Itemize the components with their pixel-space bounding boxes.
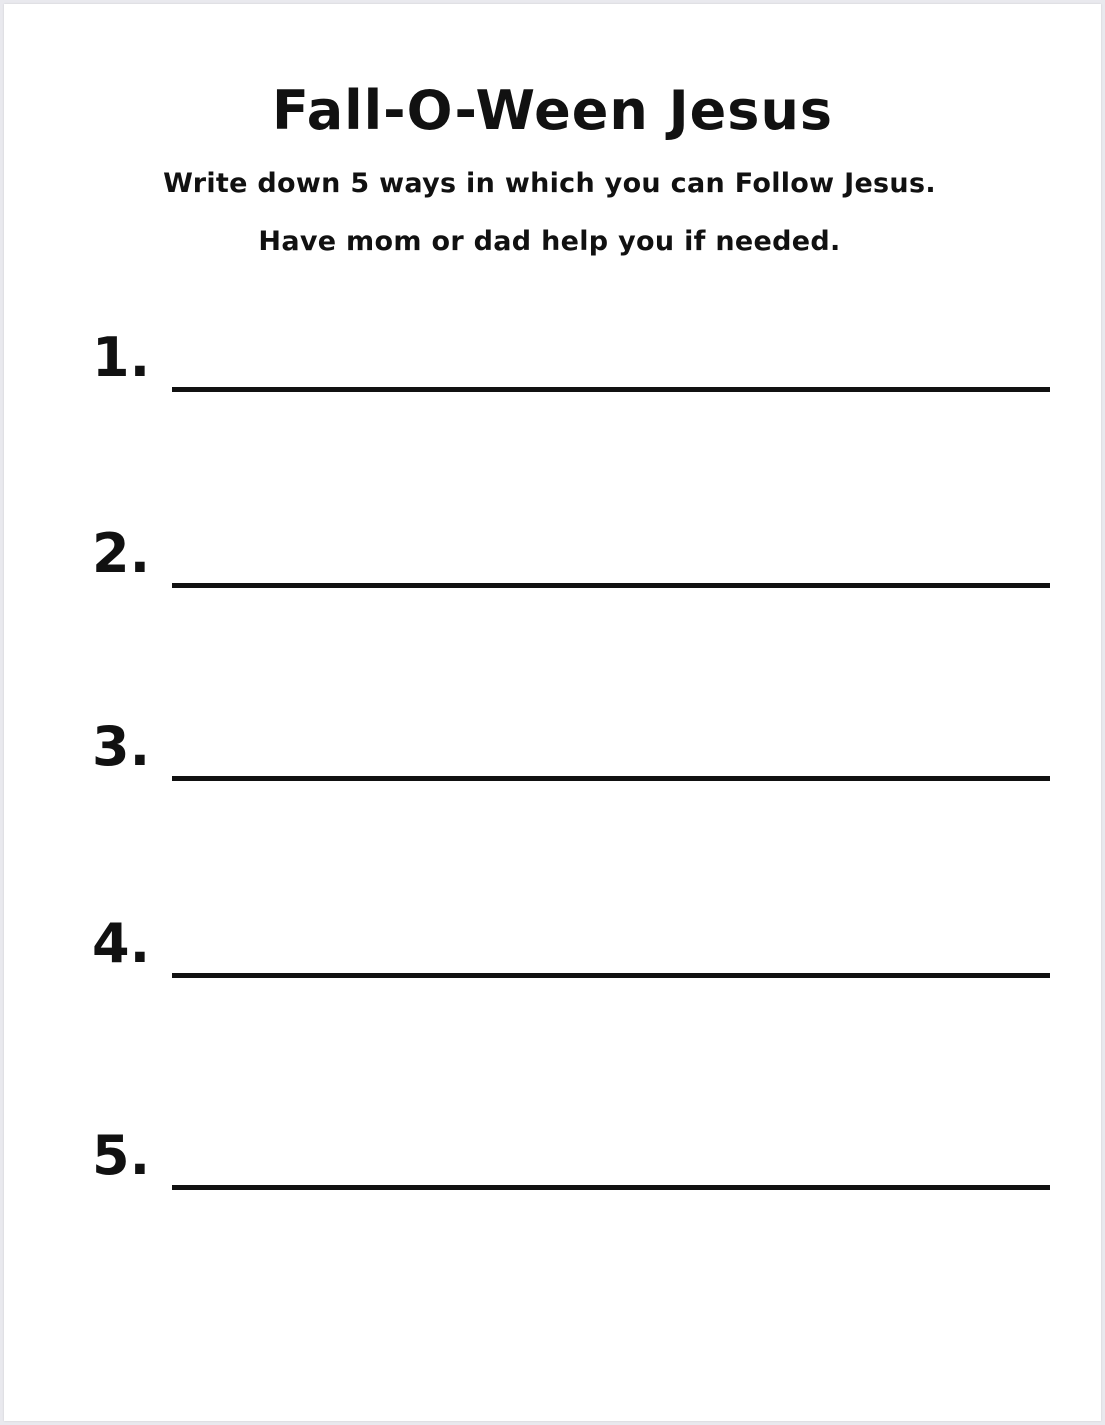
item-number: 4.	[92, 912, 151, 975]
item-number: 3.	[92, 715, 151, 778]
item-number: 1.	[92, 326, 151, 389]
answer-line[interactable]	[172, 776, 1050, 781]
page-title: Fall-O-Ween Jesus	[271, 79, 834, 142]
list-item	[4, 908, 1101, 988]
item-number: 2.	[92, 522, 151, 585]
list-item	[4, 518, 1101, 598]
answer-line[interactable]	[172, 973, 1050, 978]
worksheet-page	[4, 4, 1101, 1421]
instruction-line-1: Write down 5 ways in which you can Follow Jesus.	[163, 168, 936, 199]
list-item	[4, 1120, 1101, 1200]
list-item	[4, 711, 1101, 791]
instruction-line-2: Have mom or dad help you if needed.	[258, 226, 841, 257]
item-number: 5.	[92, 1124, 151, 1187]
answer-line[interactable]	[172, 583, 1050, 588]
list-item	[4, 322, 1101, 402]
answer-line[interactable]	[172, 387, 1050, 392]
answer-line[interactable]	[172, 1185, 1050, 1190]
